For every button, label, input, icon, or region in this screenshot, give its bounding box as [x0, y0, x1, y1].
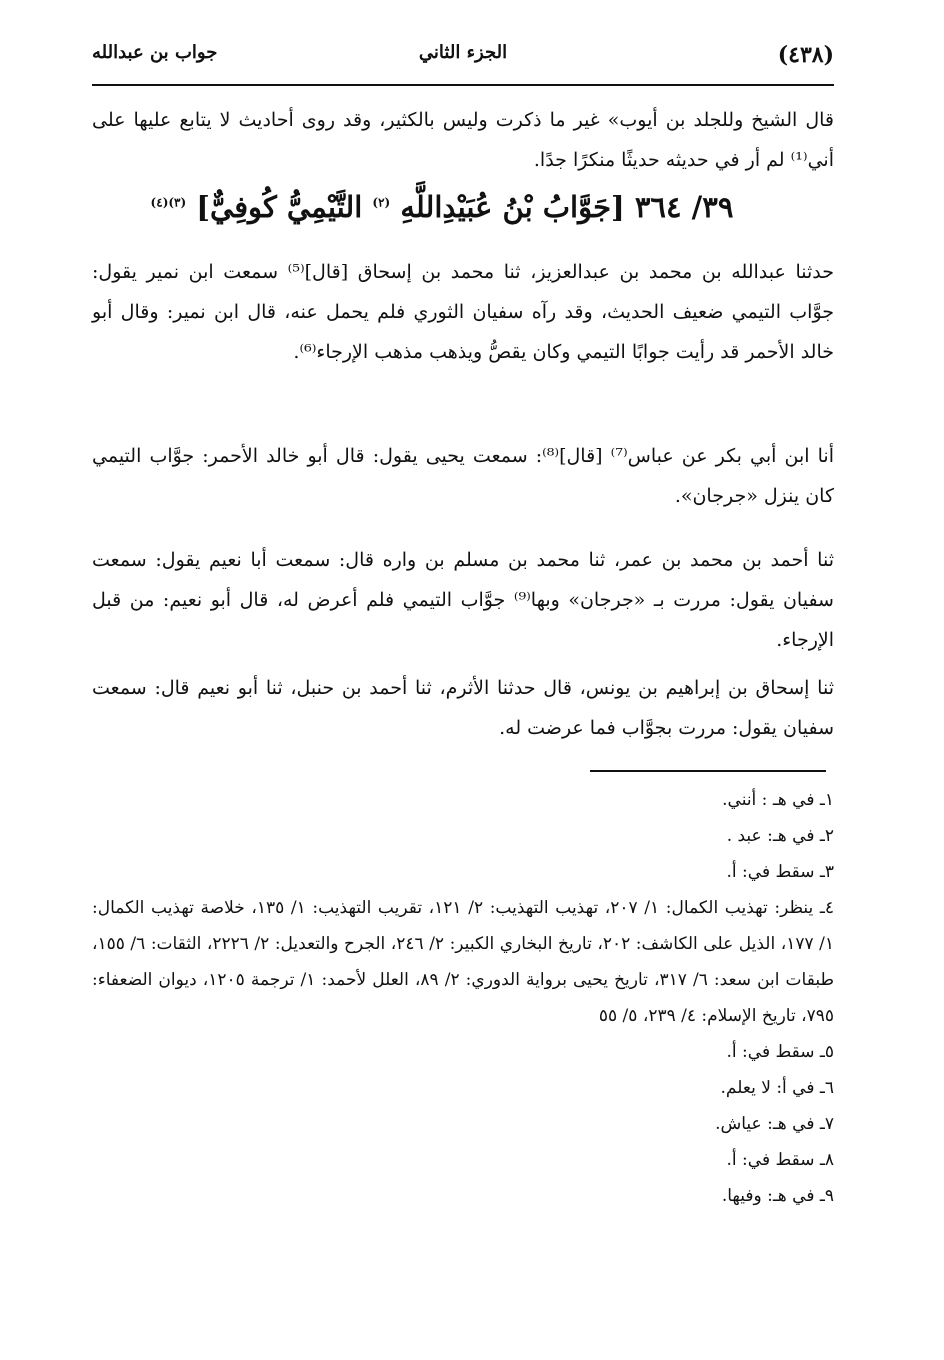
entry-name-2: التَّيْمِيُّ كُوفِيٌّ] — [196, 190, 363, 224]
header-rule — [92, 84, 834, 86]
intro-paragraph: قال الشيخ وللجلد بن أيوب» غير ما ذكرت وليس بالكثير، وقد روى أحاديث لا يتابع عليها على أني⁽¹⁾ لم أر في حديثه حديثًا منكرًا جدًا. — [92, 109, 834, 171]
footnote-1: ١ـ في هـ : أنني. — [722, 790, 834, 810]
paragraph-1: حدثنا عبدالله بن محمد بن عبدالعزيز، ثنا محمد بن إسحاق [قال]⁽⁵⁾ سمعت ابن نمير يقول: جوَّاب التيمي ضعيف الحديث، وقد رآه سفيان الثوري فلم يحمل عنه، قال ابن نمير: وقال أبو خالد الأحمر قد رأيت جوابًا التيمي وكان يقصُّ ويذهب مذهب الإرجاء⁽⁶⁾. — [92, 261, 834, 363]
footnote-5: ٥ـ سقط في: أ. — [726, 1042, 834, 1062]
running-title: جواب بن عبدالله — [92, 42, 218, 63]
page-number: (٤٣٨) — [777, 42, 834, 68]
paragraph-3: ثنا أحمد بن محمد بن عمر، ثنا محمد بن مسلم بن واره قال: سمعت أبا نعيم يقول: سمعت سفيان يقول: مررت بـ «جرجان» وبها⁽⁹⁾ جوَّاب التيمي فلم أعرض له، قال أبو نعيم: من قبل الإرجاء. — [92, 549, 834, 651]
entry-refs: (٣)(٤) — [150, 195, 187, 210]
footnotes — [92, 782, 834, 1214]
footnote-separator — [590, 770, 826, 772]
footnote-6: ٦ـ في أ: لا يعلم. — [720, 1078, 834, 1098]
page-header — [92, 38, 834, 78]
footnote-2: ٢ـ في هـ: عبد . — [726, 826, 834, 846]
entry-name: [جَوَّابُ بْنُ عُبَيْدِاللَّهِ — [400, 190, 625, 224]
paragraph-4: ثنا إسحاق بن إبراهيم بن يونس، قال حدثنا الأثرم، ثنا أحمد بن حنبل، ثنا أبو نعيم قال: سمعت سفيان يقول: مررت بجوَّاب فما عرضت له. — [92, 677, 834, 739]
footnote-4: ٤ـ ينظر: تهذيب الكمال: ١/ ٢٠٧، تهذيب التهذيب: ٢/ ١٢١، تقريب التهذيب: ١/ ١٣٥، خلاصة تهذيب الكمال: ١/ ١٧٧، الذيل على الكاشف: ٢٠٢، تاريخ البخاري الكبير: ٢/ ٢٤٦، الجرح والتعديل: ٢/ ٢٢٢٦، الثقات: ٦/ ١٥٥، طبقات ابن سعد: ٦/ ٣١٧، تاريخ يحيى برواية الدوري: ٢/ ٨٩، العلل لأحمد: ١/ ترجمة ١٢٠٥، ديوان الضعفاء: ٧٩٥، تاريخ الإسلام: ٤/ ٢٣٩، ٥/ ٥٥ — [92, 898, 834, 1026]
footnote-3: ٣ـ سقط في: أ. — [726, 862, 834, 882]
paragraph-2: أنا ابن أبي بكر عن عباس⁽⁷⁾ [قال]⁽⁸⁾: سمعت يحيى يقول: قال أبو خالد الأحمر: جوَّاب التيمي كان ينزل «جرجان». — [92, 445, 834, 507]
footnote-7: ٧ـ في هـ: عياش. — [715, 1114, 834, 1134]
entry-number: ٣٩/ ٣٦٤ — [634, 190, 734, 224]
entry-ref-2: (٢) — [372, 195, 391, 210]
part-title: الجزء الثاني — [418, 42, 508, 63]
footnote-9: ٩ـ في هـ: وفيها. — [721, 1186, 834, 1206]
footnote-8: ٨ـ سقط في: أ. — [726, 1150, 834, 1170]
entry-heading — [150, 190, 734, 224]
